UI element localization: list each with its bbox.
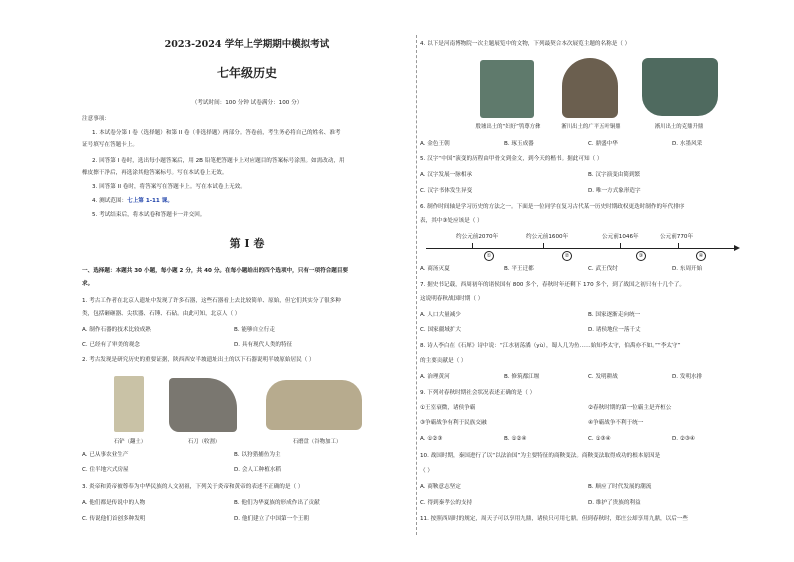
option-d: D. 东周开始 <box>672 266 703 272</box>
image-caption: 淅川出土的广平五叶铜鼎 <box>561 124 621 130</box>
timeline-axis <box>426 248 736 249</box>
question-10-stem: 10. 战国时期，秦国进行了以“以法治国”为主要特征的商鞅变法。商鞅变法取得成功的根本原因是 <box>420 453 661 459</box>
notice-item: 证号填写在答题卡上。 <box>82 142 138 148</box>
option-d: D. 他们建立了中国第一个王朝 <box>234 516 309 522</box>
exam-meta: （考试时间：100 分钟 试卷满分：100 分） <box>191 100 303 106</box>
stone-knife-image <box>169 378 237 432</box>
timeline-node: ③ <box>636 251 646 261</box>
question-3-stem: 3. 炎帝和黄帝被尊奉为中华民族的人文初祖，下列关于炎帝和黄帝的表述不正确的是（ ） <box>82 484 304 490</box>
question-1-stem: 1. 考古工作者在北京人遗址中发现了许多石器，这些石器看上去比较简单、原始，但它们其实分了很多种 <box>82 298 341 304</box>
column-divider <box>416 35 417 535</box>
question-6-stem: 表，其中③处应该是（ ） <box>420 218 483 224</box>
option-d: D. 发明水排 <box>672 374 703 380</box>
option-b: B. 平王迁都 <box>504 266 534 272</box>
image-caption: 石铲（翻土） <box>113 439 147 445</box>
option-b: B. 以狩猎捕鱼为主 <box>234 452 281 458</box>
image-caption: 殷墟出土的“妇好”鸮尊方彝 <box>475 124 541 130</box>
option-b: B. 琢玉成器 <box>504 141 534 147</box>
option-c: C. ①③④ <box>588 436 611 442</box>
timeline-label: 公元前770年 <box>660 234 694 240</box>
option-c: C. 汉字书体发生异变 <box>420 188 473 194</box>
statement: ④争霸战争不利于统一 <box>588 420 644 426</box>
bronze-ding-image <box>562 58 618 118</box>
option-b: B. 汉字演变由简到繁 <box>588 172 641 178</box>
option-a: A. 他们都是传说中的人物 <box>82 500 146 506</box>
timeline-label: 公元前1046年 <box>602 234 639 240</box>
timeline-tick <box>543 243 544 248</box>
option-d: D. ②③④ <box>672 436 695 442</box>
option-d: D. 具有现代人类的特征 <box>234 342 293 348</box>
test-range: 七上第 1-11 课。 <box>127 198 173 204</box>
bronze-vessel-image <box>480 60 534 118</box>
timeline-label: 约公元前2070年 <box>456 234 499 240</box>
question-9-stem: 9. 下列对春秋时期社会状况表述正确的是（ ） <box>420 390 536 396</box>
section-title: 第 I 卷 <box>229 237 265 250</box>
option-d: D. 水墨风采 <box>672 141 703 147</box>
option-c: C. 鼎盛中华 <box>588 141 618 147</box>
notice-item: 3. 回答第 II 卷时，将答案写在答题卡上。写在本试卷上无效。 <box>92 184 246 190</box>
grinding-stone-image <box>266 380 362 430</box>
question-1-stem: 类，包括砸砸器、尖状器、石锤、石砧。由此可知，北京人（ ） <box>82 311 241 317</box>
question-7-stem: 7. 据史书记载，西周初年的诸侯国有 800 多个，春秋时年还剩下 170 多个，到了战国之初只有十几个了。 <box>420 282 685 288</box>
option-b: B. 顺应了时代发展的潮流 <box>588 484 652 490</box>
image-caption: 石刀（收割） <box>187 439 221 445</box>
statement: ③争霸战争有利于民族交融 <box>420 420 487 426</box>
timeline-tick <box>678 243 679 248</box>
bronze-tripod-image <box>642 58 718 116</box>
statement: ①王室衰微，诸侯争霸 <box>420 405 476 411</box>
timeline-node: ① <box>484 251 494 261</box>
right-column <box>420 0 760 562</box>
image-caption: 石磨盘（谷物加工） <box>292 439 342 445</box>
notice-heading: 注意事项： <box>82 116 110 122</box>
option-a: A. 治理黄河 <box>420 374 450 380</box>
question-8-stem: 的主要贡献是（ ） <box>420 358 467 364</box>
question-8-stem: 8. 诗人李白在《石犀》诗中说：“江水初荡潏（yù），蜀人几为鱼……始知李太守，伯禹亦不如。”“李太守” <box>420 343 681 349</box>
option-a: A. 汉字发展一脉相承 <box>420 172 473 178</box>
option-d: D. 唯一方式象形造字 <box>588 188 641 194</box>
question-4-stem: 4. 以下是河南博物院一次主题展览中的文物，下列最契合本次展览主题的名称是（ ） <box>420 41 631 47</box>
image-caption: 淅川出土的克鼎升鼎 <box>654 124 704 130</box>
option-a: A. 已从事农业生产 <box>82 452 129 458</box>
notice-item: 4. 测试范围：七上第 1-11 课。 <box>92 198 173 204</box>
question-11-stem: 11. 按照西周时的规定，周天子可以享用九鼎，诸侯只可用七鼎。但到春秋时，郑庄公却享用九鼎，以后一些 <box>420 516 688 522</box>
option-a: A. 商汤灭夏 <box>420 266 450 272</box>
question-10-stem: （ ） <box>420 468 433 474</box>
option-a: A. 商鞅意志坚定 <box>420 484 461 490</box>
option-a: A. 金色王朝 <box>420 141 450 147</box>
option-b: B. 能够自立行走 <box>234 327 275 333</box>
question-7-stem: 这说明春秋战国时期（ ） <box>420 296 484 302</box>
option-c: C. 武王伐纣 <box>588 266 618 272</box>
option-c: C. 传说他们首创多种发明 <box>82 516 146 522</box>
option-a: A. 人口大量减少 <box>420 312 461 318</box>
option-d: D. 会人工种植水稻 <box>234 467 282 473</box>
timeline-node: ② <box>562 251 572 261</box>
timeline-tick <box>620 243 621 248</box>
notice-item: 5. 考试结束后，将本试卷和答题卡一并交回。 <box>92 212 206 218</box>
subject-title: 七年级历史 <box>216 66 277 80</box>
option-c: C. 国家疆域扩大 <box>420 327 462 333</box>
section-intro: 求。 <box>82 281 94 287</box>
option-b: B. 他们为华夏族的形成作出了贡献 <box>234 500 320 506</box>
option-c: C. 发明耕战 <box>588 374 618 380</box>
option-d: D. 维护了贵族的利益 <box>588 500 641 506</box>
option-c: C. 已经有了审美的观念 <box>82 342 140 348</box>
timeline-arrow <box>734 245 740 251</box>
option-a: A. ①②③ <box>420 436 443 442</box>
notice-item: 1. 本试卷分第 I 卷（选择题）和第 II 卷（非选择题）两部分。答卷前，考生务必将自己的姓名、准考 <box>92 130 341 136</box>
option-a: A. 制作石器的技术比较成熟 <box>82 327 151 333</box>
statement: ②春秋时期的第一位霸主是齐桓公 <box>588 405 672 411</box>
notice-item: 橡皮擦干净后，再选涂其他答案标号。写在本试卷上无效。 <box>82 170 228 176</box>
question-2-stem: 2. 考古发现是研究历史的重要证据，陕西西安半坡遗址出土的以下石器说明半坡原始居民（ ） <box>82 357 315 363</box>
section-intro: 一、选择题：本题共 30 小题，每小题 2 分，共 40 分。在每小题给出的四个选项中，只有一项符合题目要 <box>82 268 349 274</box>
question-5-stem: 5. 汉字“中国”演变的历程由甲骨文到金文，到今天的楷书。据此可知（ ） <box>420 156 603 162</box>
exam-title: 2023-2024 学年上学期期中模拟考试 <box>164 39 330 50</box>
option-c: C. 得到秦孝公的支持 <box>420 500 473 506</box>
left-column <box>82 0 412 562</box>
option-b: B. 国家逐渐走向统一 <box>588 312 641 318</box>
option-b: B. ①②④ <box>504 436 527 442</box>
option-d: D. 诸侯地位一落千丈 <box>588 327 641 333</box>
timeline-tick <box>472 243 473 248</box>
stone-shovel-image <box>114 376 144 432</box>
timeline-label: 约公元前1600年 <box>526 234 569 240</box>
notice-item: 2. 回答第 I 卷时，选出每小题答案后，用 2B 铅笔把答题卡上对应题目的答案标号涂黑。如需改动，用 <box>92 158 345 164</box>
question-6-stem: 6. 制作时间轴是学习历史的方法之一。下面是一位同学在复习古代某一历史时期政权更迭时制作的年代排序 <box>420 204 685 210</box>
option-b: B. 修筑都江堰 <box>504 374 540 380</box>
option-c: C. 住半地穴式房屋 <box>82 467 129 473</box>
timeline-node: ④ <box>696 251 706 261</box>
